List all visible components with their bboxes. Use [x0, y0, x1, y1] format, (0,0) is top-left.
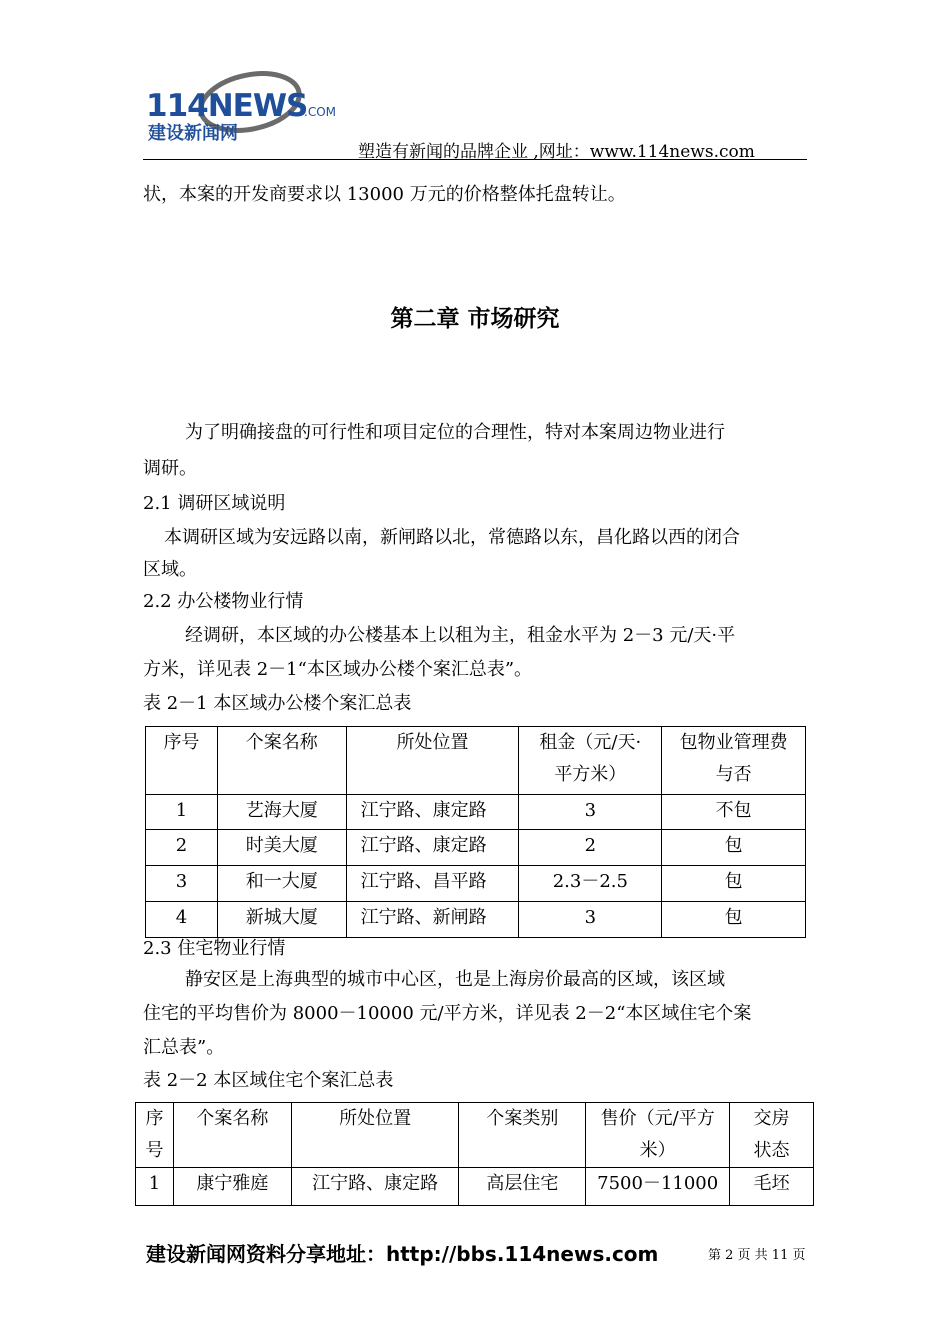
header-cell-type: 个案类别 — [459, 1103, 586, 1168]
table-header-row — [136, 1103, 814, 1168]
table-cell: 2.3－2.5 — [519, 866, 662, 902]
section-2-2-heading: 2.2 办公楼物业行情 — [143, 591, 304, 612]
no-header-line2: 号 — [145, 1140, 164, 1161]
site-logo — [146, 66, 366, 158]
continuation-text: 状，本案的开发商要求以 13000 万元的价格整体托盘转让。 — [143, 184, 626, 205]
table1-caption: 表 2－1 本区域办公楼个案汇总表 — [143, 693, 412, 714]
office-cases-table — [145, 726, 806, 938]
intro-paragraph-line2: 调研。 — [143, 458, 197, 479]
section-2-3-line1: 静安区是上海典型的城市中心区，也是上海房价最高的区域，该区域 — [185, 969, 725, 990]
price-header-line1: 售价（元/平方 — [600, 1108, 715, 1129]
table-row — [146, 866, 806, 902]
section-2-1-heading: 2.1 调研区域说明 — [143, 493, 286, 514]
table-cell: 4 — [146, 902, 218, 938]
section-2-3-line2: 住宅的平均售价为 8000－10000 元/平方米，详见表 2－2“本区域住宅个案 — [143, 1003, 752, 1024]
table-cell: 不包 — [662, 795, 806, 830]
header-cell-location: 所处位置 — [346, 727, 519, 795]
header-cell-name: 个案名称 — [217, 727, 346, 795]
logo-main-text: 114NEWS — [146, 88, 308, 124]
table-cell: 新城大厦 — [217, 902, 346, 938]
table-cell: 3 — [519, 795, 662, 830]
table-cell: 1 — [136, 1168, 174, 1206]
table-row — [136, 1168, 814, 1206]
section-2-3-line3: 汇总表”。 — [143, 1037, 225, 1058]
section-2-1-line2: 区域。 — [143, 559, 197, 580]
rent-header-line2: 平方米） — [554, 764, 627, 785]
header-cell-status — [730, 1103, 814, 1168]
table-cell: 高层住宅 — [459, 1168, 586, 1206]
table-row — [146, 795, 806, 830]
table-cell: 3 — [519, 902, 662, 938]
status-header-line1: 交房 — [753, 1108, 790, 1129]
table-cell: 江宁路、康定路 — [346, 795, 519, 830]
header-cell-no — [136, 1103, 174, 1168]
table-cell: 和一大厦 — [217, 866, 346, 902]
header-slogan: 塑造有新闻的品牌企业 ,网址：www.114news.com — [358, 142, 755, 162]
table-cell: 7500－11000 — [586, 1168, 730, 1206]
rent-header-line1: 租金（元/天· — [539, 732, 642, 753]
footer-share-link[interactable]: 建设新闻网资料分享地址：http://bbs.114news.com — [146, 1242, 659, 1266]
no-header-line1: 序 — [145, 1108, 164, 1129]
header-cell-fee — [662, 727, 806, 795]
table-cell: 毛坯 — [730, 1168, 814, 1206]
chapter-title: 第二章 市场研究 — [390, 306, 560, 332]
table-cell: 包 — [662, 866, 806, 902]
table-cell: 包 — [662, 830, 806, 866]
header-cell-location: 所处位置 — [291, 1103, 459, 1168]
header-cell-no: 序号 — [146, 727, 218, 795]
table-cell: 包 — [662, 902, 806, 938]
header-divider — [143, 159, 807, 160]
table-cell: 2 — [519, 830, 662, 866]
table-cell: 江宁路、昌平路 — [346, 866, 519, 902]
section-2-1-line1: 本调研区域为安远路以南，新闸路以北，常德路以东，昌化路以西的闭合 — [164, 527, 740, 548]
price-header-line2: 米） — [639, 1140, 676, 1161]
fee-header-line1: 包物业管理费 — [679, 732, 788, 753]
table-cell: 2 — [146, 830, 218, 866]
table2-caption: 表 2－2 本区域住宅个案汇总表 — [143, 1070, 394, 1091]
fee-header-line2: 与否 — [715, 764, 752, 785]
table-cell: 康宁雅庭 — [173, 1168, 291, 1206]
section-2-2-line1: 经调研，本区域的办公楼基本上以租为主，租金水平为 2－3 元/天·平 — [185, 625, 736, 646]
table-row — [146, 830, 806, 866]
header-cell-price — [586, 1103, 730, 1168]
header-cell-name: 个案名称 — [173, 1103, 291, 1168]
table-cell: 江宁路、康定路 — [346, 830, 519, 866]
table-header-row — [146, 727, 806, 795]
section-2-2-line2: 方米，详见表 2－1“本区域办公楼个案汇总表”。 — [143, 659, 533, 680]
status-header-line2: 状态 — [753, 1140, 790, 1161]
table-cell: 3 — [146, 866, 218, 902]
logo-suffix-text: .COM — [304, 105, 336, 119]
header-cell-rent — [519, 727, 662, 795]
intro-paragraph-line1: 为了明确接盘的可行性和项目定位的合理性，特对本案周边物业进行 — [185, 422, 725, 443]
table-cell: 1 — [146, 795, 218, 830]
table-cell: 江宁路、新闸路 — [346, 902, 519, 938]
table-cell: 艺海大厦 — [217, 795, 346, 830]
table-cell: 江宁路、康定路 — [291, 1168, 459, 1206]
section-2-3-heading: 2.3 住宅物业行情 — [143, 938, 286, 959]
residential-cases-table — [135, 1102, 814, 1206]
page-number: 第 2 页 共 11 页 — [708, 1248, 806, 1263]
table-cell: 时美大厦 — [217, 830, 346, 866]
logo-cn-text: 建设新闻网 — [148, 123, 238, 144]
